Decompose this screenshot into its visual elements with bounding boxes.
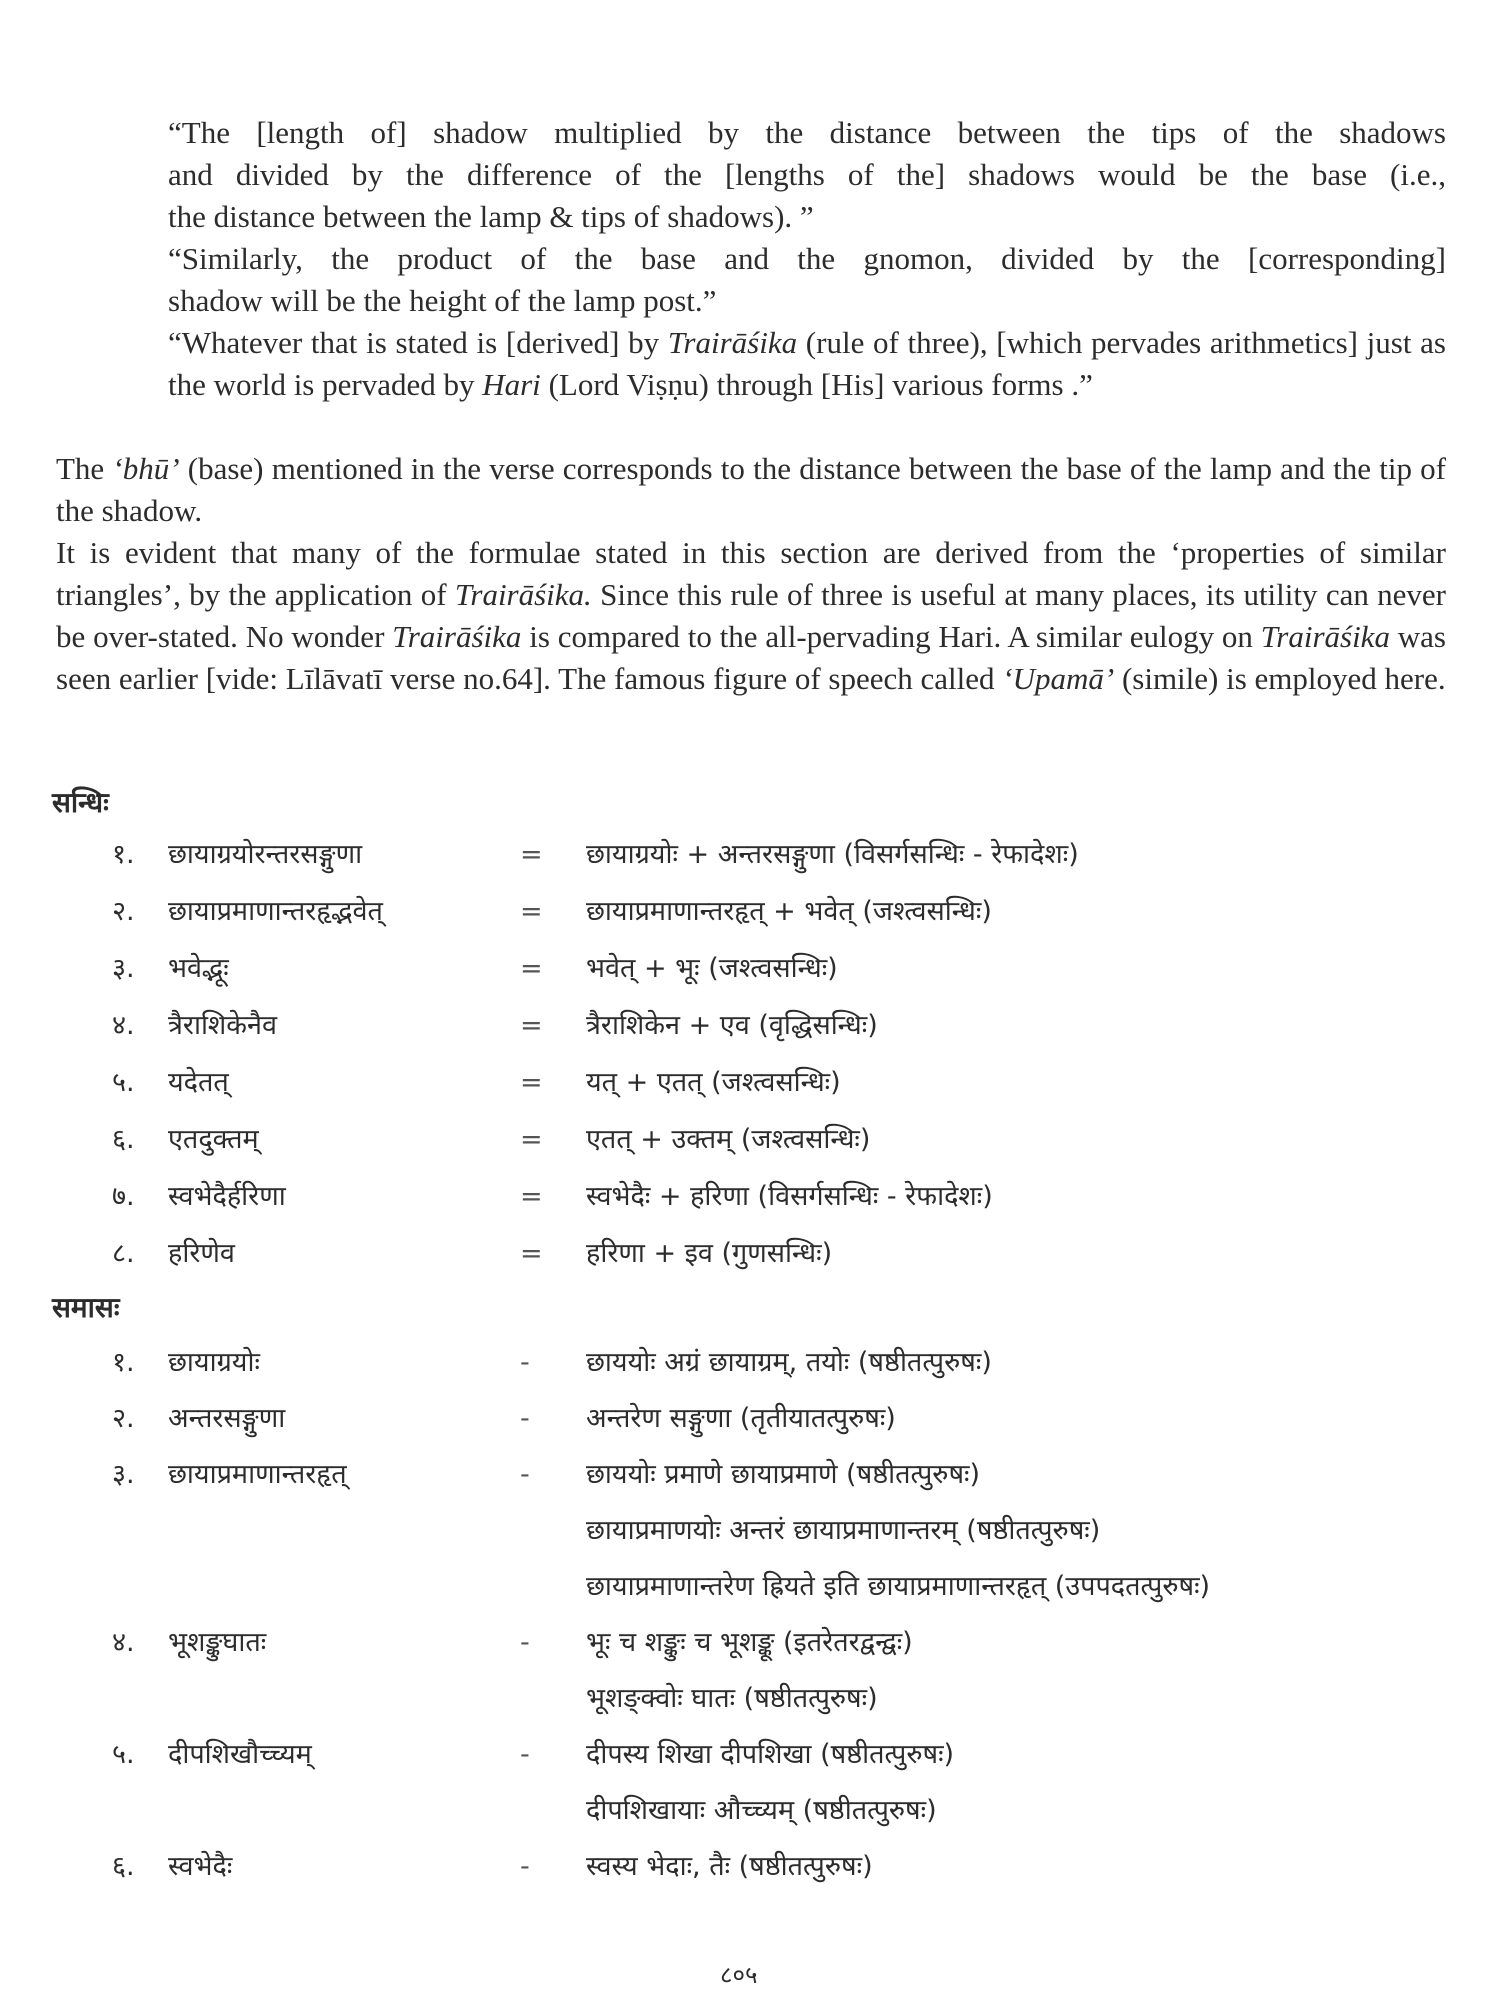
samasa-analysis: छाययोः अग्रं छायाग्रम्, तयोः (षष्ठीतत्पुरुषः)	[586, 1347, 992, 1378]
samasa-word: छायाग्रयोः	[168, 1347, 260, 1378]
samasa-analysis: छाययोः प्रमाणे छायाप्रमाणे (षष्ठीतत्पुरुषः)	[586, 1459, 981, 1490]
sandhi-split: छायाप्रमाणान्तरहृत् + भवेत् (जश्त्वसन्धिः)	[586, 896, 992, 927]
samasa-analysis: स्वस्य भेदाः, तैः (षष्ठीतत्पुरुषः)	[586, 1851, 873, 1882]
equals-sign: =	[520, 1010, 543, 1041]
para-text: It is evident that many of the formulae stated in this section are derived from the ‘properties of similar triangles’, by the application of	[56, 535, 1446, 612]
quote-line: “Similarly, the product of the base and the gnomon, divided by the [corresponding]	[168, 241, 1446, 276]
sandhi-word: एतदुक्तम्	[168, 1124, 259, 1155]
sandhi-word: भवेद्भूः	[168, 953, 229, 984]
row-number: २.	[112, 896, 135, 927]
sandhi-heading: सन्धिः	[52, 786, 109, 819]
samasa-row	[0, 1730, 1500, 1780]
quote-shadow-base	[168, 112, 1446, 238]
equals-sign: =	[520, 1067, 543, 1098]
dash-separator: -	[520, 1739, 530, 1770]
quote-line: the distance between the lamp & tips of shadows). ”	[168, 199, 814, 234]
samasa-analysis: भूः च शङ्कुः च भूशङ्कू (इतरेतरद्वन्द्वः)	[586, 1627, 913, 1658]
sandhi-split: भवेत् + भूः (जश्त्वसन्धिः)	[586, 953, 838, 984]
sandhi-split: स्वभेदैः + हरिणा (विसर्गसन्धिः - रेफादेशः)	[586, 1181, 993, 1212]
para-term: Trairāśika	[392, 619, 522, 654]
row-number: ४.	[112, 1010, 135, 1041]
sandhi-row	[0, 944, 1500, 994]
para-term: ‘bhū’	[112, 451, 180, 486]
quote-text: “Whatever that is stated is [derived] by	[168, 325, 668, 360]
para-term: Trairāśika	[1260, 619, 1390, 654]
para-term: ‘Upamā’	[1002, 661, 1115, 696]
para-term: Trairāśika.	[454, 577, 592, 612]
paragraph-similar-triangles	[56, 532, 1446, 700]
row-number: २.	[112, 1403, 135, 1434]
dash-separator: -	[520, 1347, 530, 1378]
sandhi-row	[0, 1172, 1500, 1222]
page-number: ८०५	[720, 1961, 758, 1989]
samasa-row	[0, 1338, 1500, 1388]
quote-text: (rule of three), [which pervades arithmetics] just as the world is pervaded by	[168, 325, 1446, 402]
sandhi-row	[0, 887, 1500, 937]
sandhi-row	[0, 1058, 1500, 1108]
equals-sign: =	[520, 1181, 543, 1212]
quote-line: shadow will be the height of the lamp post.”	[168, 283, 717, 318]
row-number: ५.	[112, 1067, 135, 1098]
row-number: ३.	[112, 953, 135, 984]
row-number: ४.	[112, 1627, 135, 1658]
quote-term: Hari	[482, 367, 541, 402]
sandhi-split: यत् + एतत् (जश्त्वसन्धिः)	[586, 1067, 841, 1098]
samasa-analysis-continued: छायाप्रमाणयोः अन्तरं छायाप्रमाणान्तरम् (षष्ठीतत्पुरुषः)	[586, 1515, 1101, 1546]
equals-sign: =	[520, 1238, 543, 1269]
sandhi-row	[0, 1115, 1500, 1165]
sandhi-split: हरिणा + इव (गुणसन्धिः)	[586, 1238, 833, 1269]
row-number: १.	[112, 839, 135, 870]
sandhi-word: स्वभेदैर्हरिणा	[168, 1181, 286, 1212]
row-number: ६.	[112, 1851, 135, 1882]
samasa-word: अन्तरसङ्गुणा	[168, 1403, 286, 1434]
sandhi-row	[0, 1001, 1500, 1051]
samasa-word: स्वभेदैः	[168, 1851, 233, 1882]
sandhi-split: त्रैराशिकेन + एव (वृद्धिसन्धिः)	[586, 1010, 878, 1041]
samasa-analysis: दीपस्य शिखा दीपशिखा (षष्ठीतत्पुरुषः)	[586, 1739, 955, 1770]
sandhi-word: हरिणेव	[168, 1238, 235, 1269]
dash-separator: -	[520, 1851, 530, 1882]
quote-term: Trairāśika	[667, 325, 798, 360]
row-number: ७.	[112, 1181, 135, 1212]
quote-text: (Lord Viṣṇu) through [His] various forms .”	[540, 367, 1093, 402]
samasa-row	[0, 1842, 1500, 1892]
quote-line: and divided by the difference of the [lengths of the] shadows would be the base (i.e.,	[168, 157, 1446, 192]
dash-separator: -	[520, 1627, 530, 1658]
para-text: Since this rule of three is useful at many places, its utility can never be over-stated. No wonder	[56, 577, 1447, 654]
sandhi-word: त्रैराशिकेनैव	[168, 1010, 278, 1041]
para-text: (simile) is employed here.	[1114, 661, 1446, 696]
sandhi-row	[0, 830, 1500, 880]
samasa-word: भूशङ्कुघातः	[168, 1627, 267, 1658]
samasa-row	[0, 1450, 1500, 1500]
quote-line: “The [length of] shadow multiplied by the distance between the tips of the shadows	[168, 115, 1446, 150]
sandhi-word: यदेतत्	[168, 1067, 229, 1098]
para-text: was seen earlier [vide: Līlāvatī verse no.64]. The famous figure of speech called	[56, 619, 1446, 696]
dash-separator: -	[520, 1403, 530, 1434]
sandhi-split: एतत् + उक्तम् (जश्त्वसन्धिः)	[586, 1124, 871, 1155]
quote-lamp-height	[168, 238, 1446, 322]
quote-trairasika	[168, 322, 1446, 406]
dash-separator: -	[520, 1459, 530, 1490]
samasa-word: छायाप्रमाणान्तरहृत्	[168, 1459, 347, 1490]
sandhi-word: छायाग्रयोरन्तरसङ्गुणा	[168, 839, 363, 870]
row-number: ३.	[112, 1459, 135, 1490]
sandhi-split: छायाग्रयोः + अन्तरसङ्गुणा (विसर्गसन्धिः - रेफादेशः)	[586, 839, 1079, 870]
row-number: १.	[112, 1347, 135, 1378]
samasa-word: दीपशिखौच्च्यम्	[168, 1739, 312, 1770]
equals-sign: =	[520, 953, 543, 984]
row-number: ८.	[112, 1238, 135, 1269]
equals-sign: =	[520, 896, 543, 927]
para-text: is compared to the all-pervading Hari. A similar eulogy on	[521, 619, 1261, 654]
sandhi-word: छायाप्रमाणान्तरहृद्भवेत्	[168, 896, 383, 927]
para-text: (base) mentioned in the verse corresponds to the distance between the base of the lamp and the tip of the shadow.	[56, 451, 1446, 528]
samasa-row	[0, 1618, 1500, 1668]
paragraph-bhu	[56, 448, 1446, 532]
samasa-analysis-continued: भूशङ्क्वोः घातः (षष्ठीतत्पुरुषः)	[586, 1683, 878, 1714]
samasa-row	[0, 1394, 1500, 1444]
equals-sign: =	[520, 839, 543, 870]
sandhi-row	[0, 1229, 1500, 1279]
equals-sign: =	[520, 1124, 543, 1155]
samasa-analysis-continued: छायाप्रमाणान्तरेण ह्रियते इति छायाप्रमाणान्तरहृत् (उपपदतत्पुरुषः)	[586, 1571, 1211, 1602]
row-number: ५.	[112, 1739, 135, 1770]
samasa-heading: समासः	[52, 1291, 120, 1324]
row-number: ६.	[112, 1124, 135, 1155]
para-text: The	[56, 451, 113, 486]
samasa-analysis: अन्तरेण सङ्गुणा (तृतीयातत्पुरुषः)	[586, 1403, 896, 1434]
samasa-analysis-continued: दीपशिखायाः औच्च्यम् (षष्ठीतत्पुरुषः)	[586, 1795, 937, 1826]
